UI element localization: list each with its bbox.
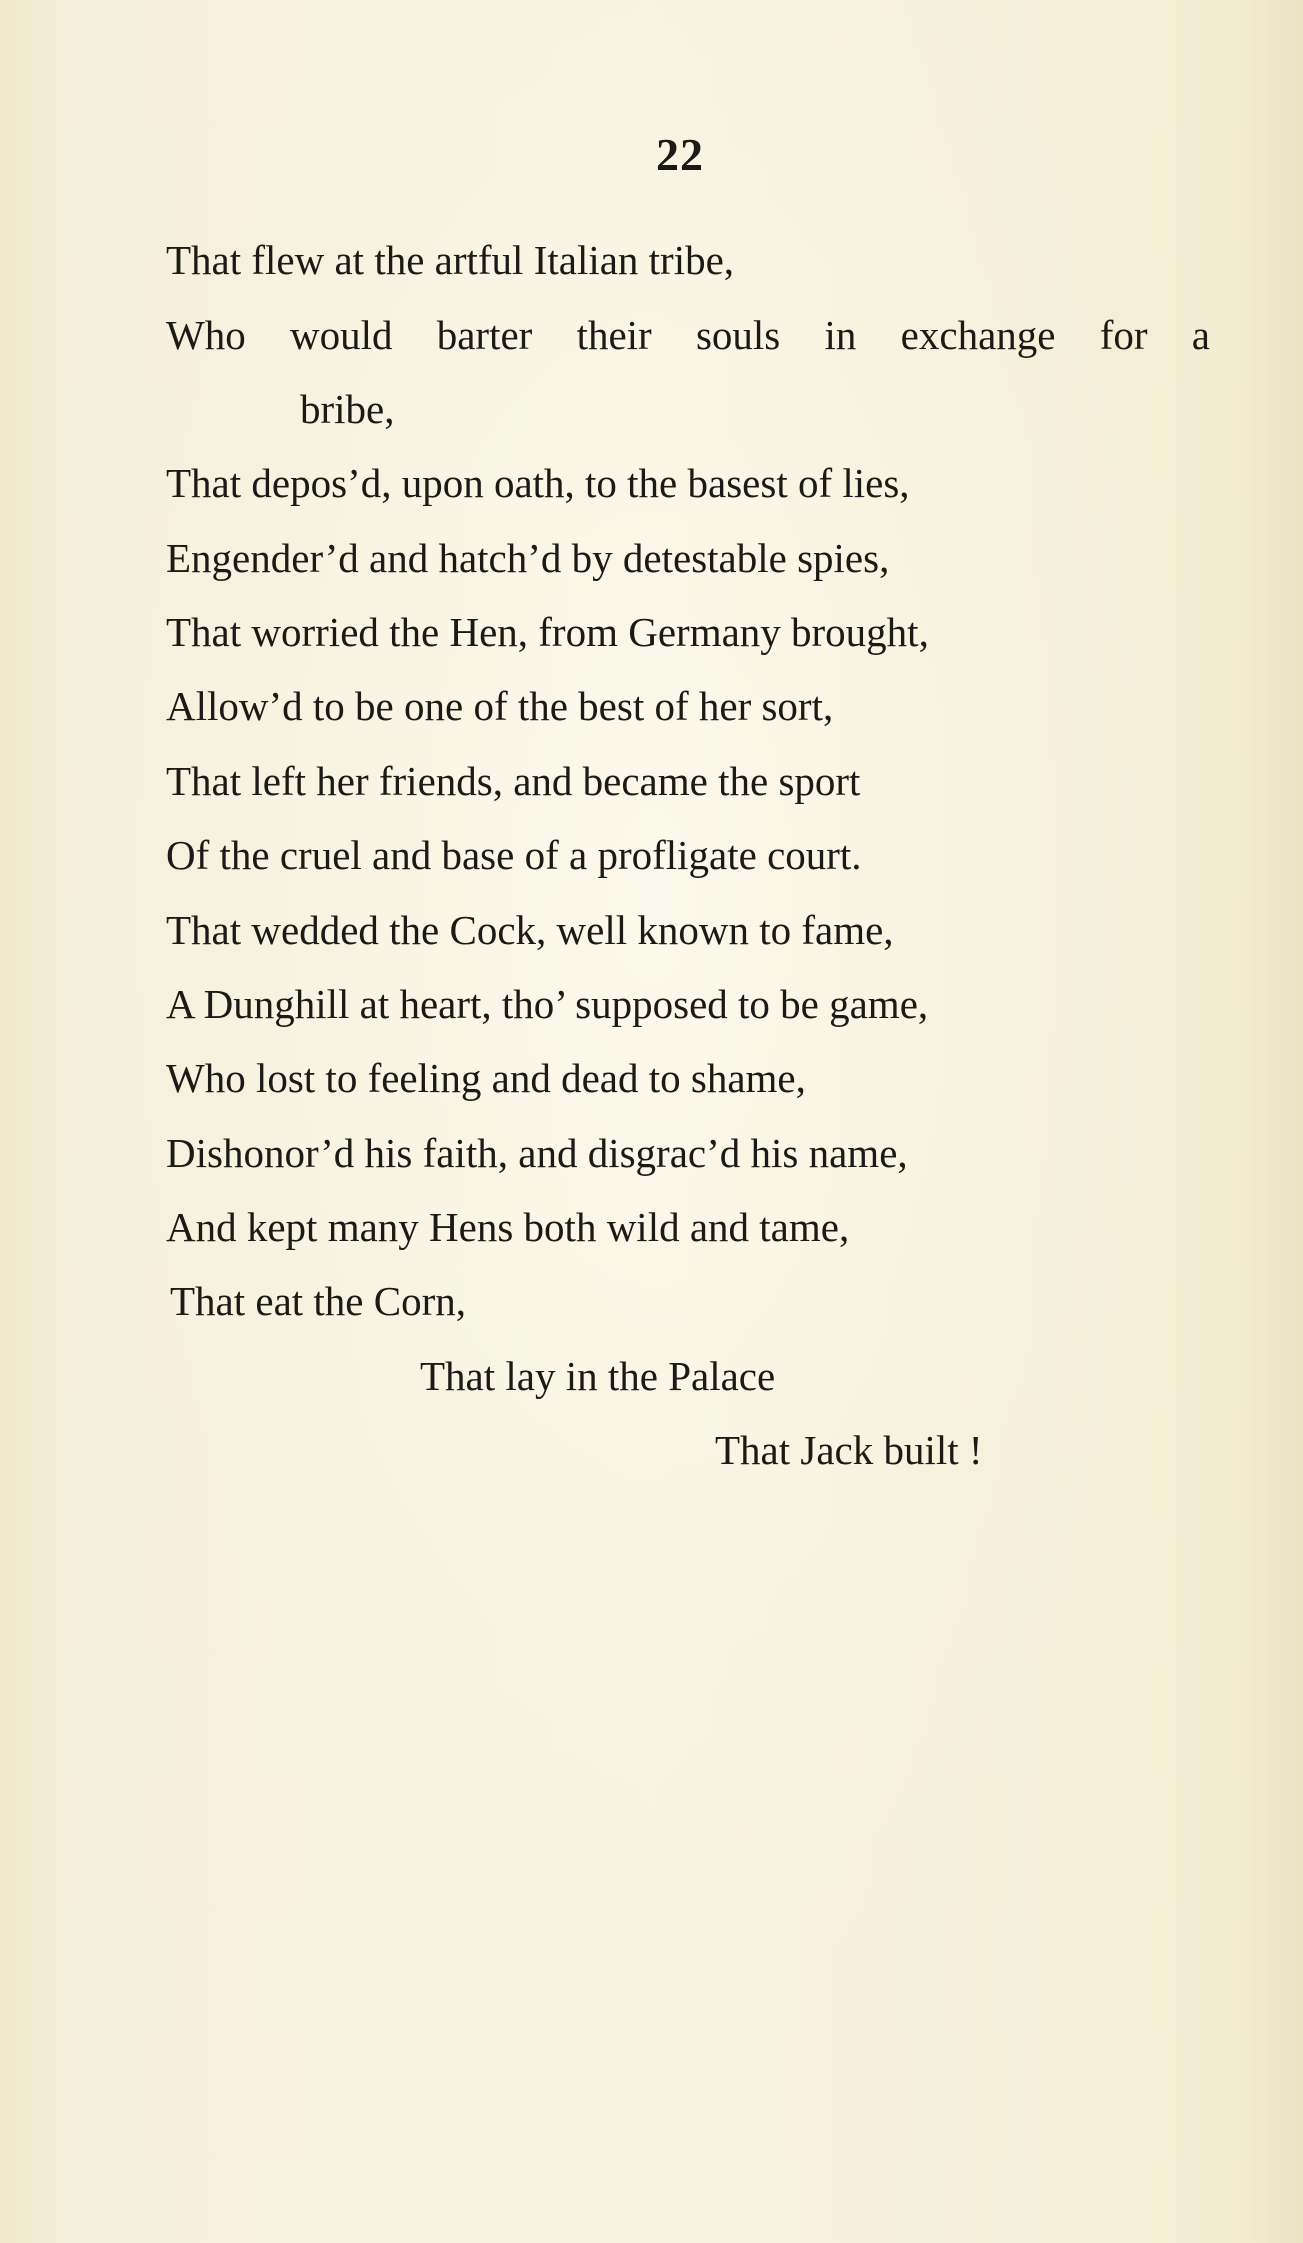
verse-line-2: Who would barter their souls in exchange for a	[166, 312, 1210, 358]
verse-line-14: And kept many Hens both wild and tame,	[166, 1204, 850, 1250]
verse-line-3: bribe,	[300, 386, 395, 432]
verse-line-8: That left her friends, and became the sport	[166, 758, 861, 804]
verse-line-15: That eat the Corn,	[170, 1278, 467, 1324]
verse-line-9: Of the cruel and base of a profligate court.	[166, 832, 862, 878]
verse-line-7: Allow’d to be one of the best of her sort,	[166, 683, 834, 729]
verse-line-17: That Jack built !	[715, 1427, 983, 1473]
verse-line-16: That lay in the Palace	[420, 1353, 776, 1399]
verse-line-1: That flew at the artful Italian tribe,	[166, 237, 735, 283]
verse-line-5: Engender’d and hatch’d by detestable spies,	[166, 535, 890, 581]
verse-line-11: A Dunghill at heart, tho’ supposed to be game,	[166, 981, 929, 1027]
verse-line-10: That wedded the Cock, well known to fame,	[166, 907, 894, 953]
verse-line-6: That worried the Hen, from Germany brought,	[166, 609, 929, 655]
verse-line-4: That depos’d, upon oath, to the basest of lies,	[166, 460, 910, 506]
verse-line-12: Who lost to feeling and dead to shame,	[166, 1055, 806, 1101]
page-number: 22	[656, 129, 704, 180]
verse-line-13: Dishonor’d his faith, and disgrac’d his name,	[166, 1130, 908, 1176]
